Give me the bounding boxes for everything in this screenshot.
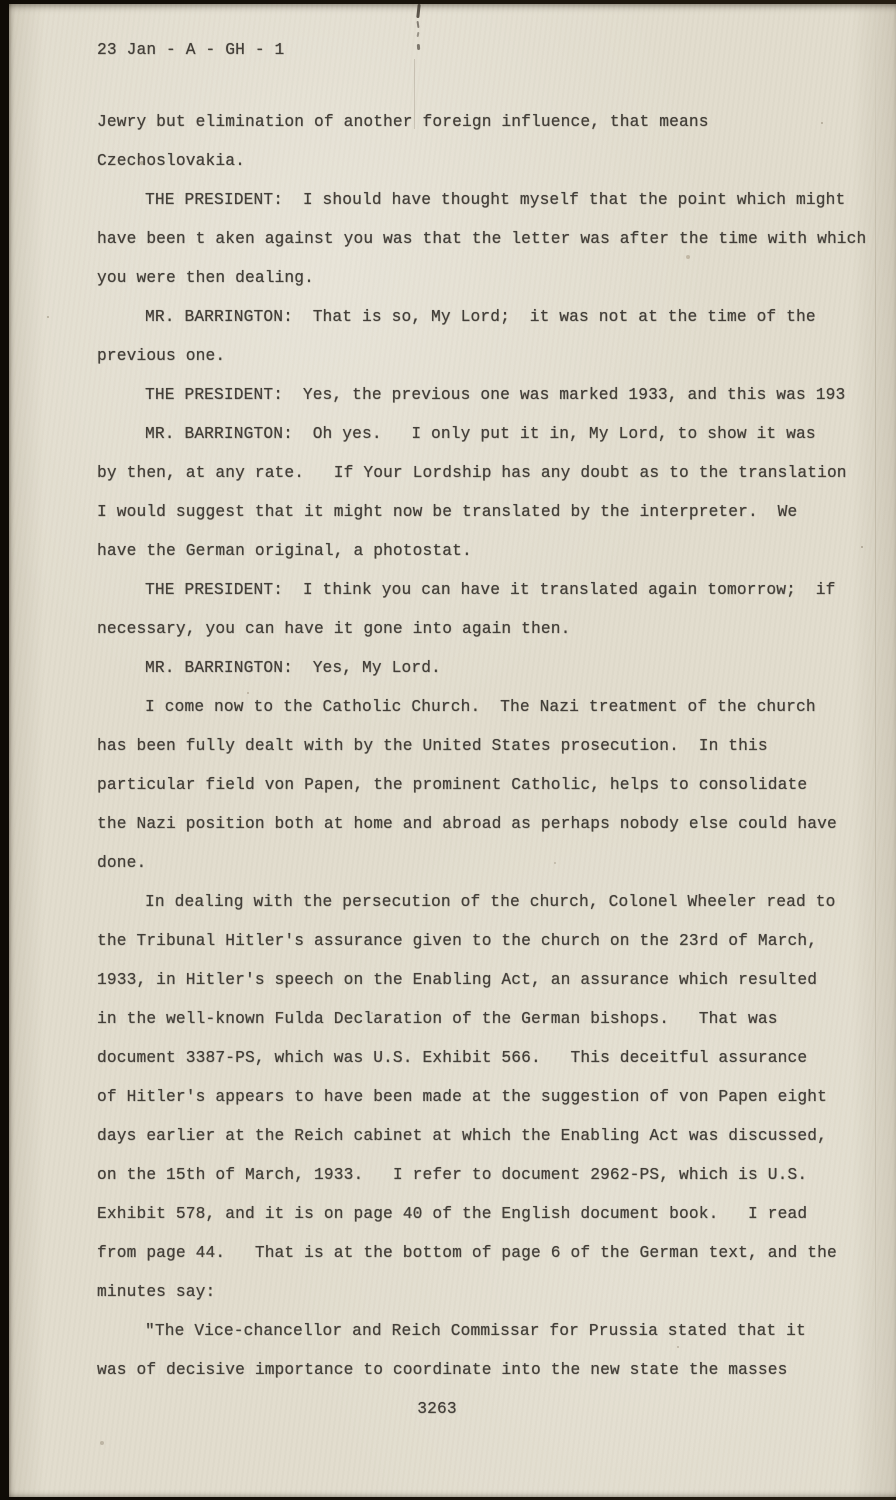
transcript-line: days earlier at the Reich cabinet at which the Enabling Act was discussed,	[97, 1127, 827, 1145]
transcript-line: from page 44. That is at the bottom of page 6 of the German text, and the	[97, 1244, 837, 1262]
transcript-line: have the German original, a photostat.	[97, 542, 472, 560]
transcript-line: THE PRESIDENT: I think you can have it translated again tomorrow; if	[145, 581, 836, 599]
transcript-line: minutes say:	[97, 1283, 216, 1301]
transcript-line: of Hitler's appears to have been made at the suggestion of von Papen eight	[97, 1088, 827, 1106]
transcript-line: In dealing with the persecution of the church, Colonel Wheeler read to	[145, 893, 836, 911]
page-number: 3263	[417, 1400, 457, 1418]
transcript-line: THE PRESIDENT: I should have thought myself that the point which might	[145, 191, 846, 209]
transcript-line: the Tribunal Hitler's assurance given to the church on the 23rd of March,	[97, 932, 818, 950]
paper-sheet	[9, 4, 896, 1497]
transcript-line: MR. BARRINGTON: That is so, My Lord; it was not at the time of the	[145, 308, 816, 326]
transcript-line: you were then dealing.	[97, 269, 315, 287]
transcript-line: necessary, you can have it gone into again then.	[97, 620, 571, 638]
transcript-line: "The Vice-chancellor and Reich Commissar for Prussia stated that it	[145, 1322, 806, 1340]
page-header: 23 Jan - A - GH - 1	[97, 41, 285, 59]
transcript-line: was of decisive importance to coordinate into the new state the masses	[97, 1361, 788, 1379]
transcript-line: particular field von Papen, the prominent Catholic, helps to consolidate	[97, 776, 808, 794]
paper-speckles	[9, 4, 11, 6]
transcript-line: the Nazi position both at home and abroad as perhaps nobody else could have	[97, 815, 837, 833]
transcript-line: MR. BARRINGTON: Yes, My Lord.	[145, 659, 441, 677]
transcript-line: document 3387-PS, which was U.S. Exhibit 566. This deceitful assurance	[97, 1049, 808, 1067]
transcript-line: MR. BARRINGTON: Oh yes. I only put it in, My Lord, to show it was	[145, 425, 816, 443]
transcript-line: in the well-known Fulda Declaration of the German bishops. That was	[97, 1010, 778, 1028]
transcript-line: previous one.	[97, 347, 226, 365]
transcript-line: I would suggest that it might now be translated by the interpreter. We	[97, 503, 798, 521]
transcript-line: Czechoslovakia.	[97, 152, 245, 170]
transcript-line: has been fully dealt with by the United States prosecution. In this	[97, 737, 768, 755]
transcript-line: done.	[97, 854, 147, 872]
transcript-line: Jewry but elimination of another foreign influence, that means	[97, 113, 709, 131]
transcript-body	[97, 103, 876, 1390]
transcript-line: 1933, in Hitler's speech on the Enabling Act, an assurance which resulted	[97, 971, 818, 989]
transcript-line: I come now to the Catholic Church. The Nazi treatment of the church	[145, 698, 816, 716]
transcript-line: have been t aken against you was that the letter was after the time with which	[97, 230, 867, 248]
transcript-line: by then, at any rate. If Your Lordship has any doubt as to the translation	[97, 464, 847, 482]
ink-smudge-mark	[413, 4, 423, 56]
transcript-line: on the 15th of March, 1933. I refer to document 2962-PS, which is U.S.	[97, 1166, 808, 1184]
transcript-line: THE PRESIDENT: Yes, the previous one was marked 1933, and this was 193	[145, 386, 846, 404]
transcript-line: Exhibit 578, and it is on page 40 of the English document book. I read	[97, 1205, 808, 1223]
